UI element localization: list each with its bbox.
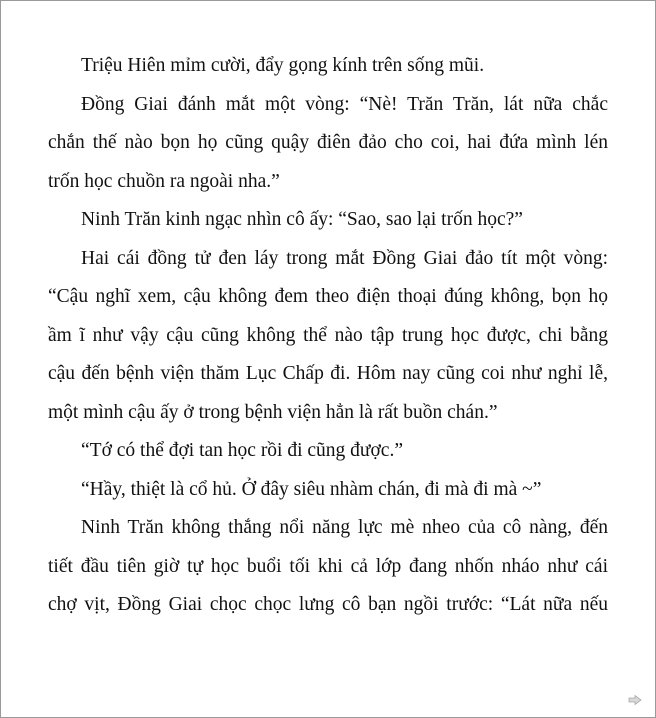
text-line: Đồng Giai đánh mắt một vòng: “Nè! Trăn Trăn, lát nữa chắc [81,93,608,115]
text-line: một mình cậu ấy ở trong bệnh viện hẳn là rất buồn chán.” [48,401,498,423]
paragraph [48,432,608,471]
text-line: chắn thế nào bọn họ cũng quậy điên đảo cho coi, hai đứa mình lén [48,132,608,153]
paragraph [48,471,608,510]
text-line: ầm ĩ như vậy cậu cũng không thể nào tập trung học được, chi bằng [48,324,608,346]
text-line: Ninh Trăn không thắng nổi năng lực mè nheo của cô nàng, đến [81,517,608,538]
text-line: cậu đến bệnh viện thăm Lục Chấp đi. Hôm nay cũng coi như nghỉ lễ, [48,363,608,384]
text-line: Hai cái đồng tử đen láy trong mắt Đồng Giai đảo tít một vòng: [81,247,608,269]
text-line: trốn học chuồn ra ngoài nha.” [48,170,280,192]
paragraph [48,86,608,202]
text-line: “Tớ có thể đợi tan học rồi đi cũng được.” [81,440,403,461]
text-line: “Hầy, thiệt là cổ hủ. Ở đây siêu nhàm chán, đi mà đi mà ~” [81,478,542,500]
text-line: Ninh Trăn kinh ngạc nhìn cô ấy: “Sao, sao lại trốn học?” [81,209,523,230]
paragraph [48,509,608,625]
paragraph [48,240,608,433]
document-body [48,47,608,625]
paragraph [48,201,608,240]
text-line: chợ vịt, Đồng Giai chọc chọc lưng cô bạn ngồi trước: “Lát nữa nếu [48,594,608,615]
text-line: tiết đầu tiên giờ tự học buổi tối khi cả lớp đang nhốn nháo như cái [48,555,608,577]
paragraph [48,47,608,86]
pilcrow-arrow-icon [628,695,642,705]
text-line: “Cậu nghĩ xem, cậu không đem theo điện thoại đúng không, bọn họ [48,286,608,307]
text-line: Triệu Hiên mỉm cười, đẩy gọng kính trên sống mũi. [81,55,485,76]
